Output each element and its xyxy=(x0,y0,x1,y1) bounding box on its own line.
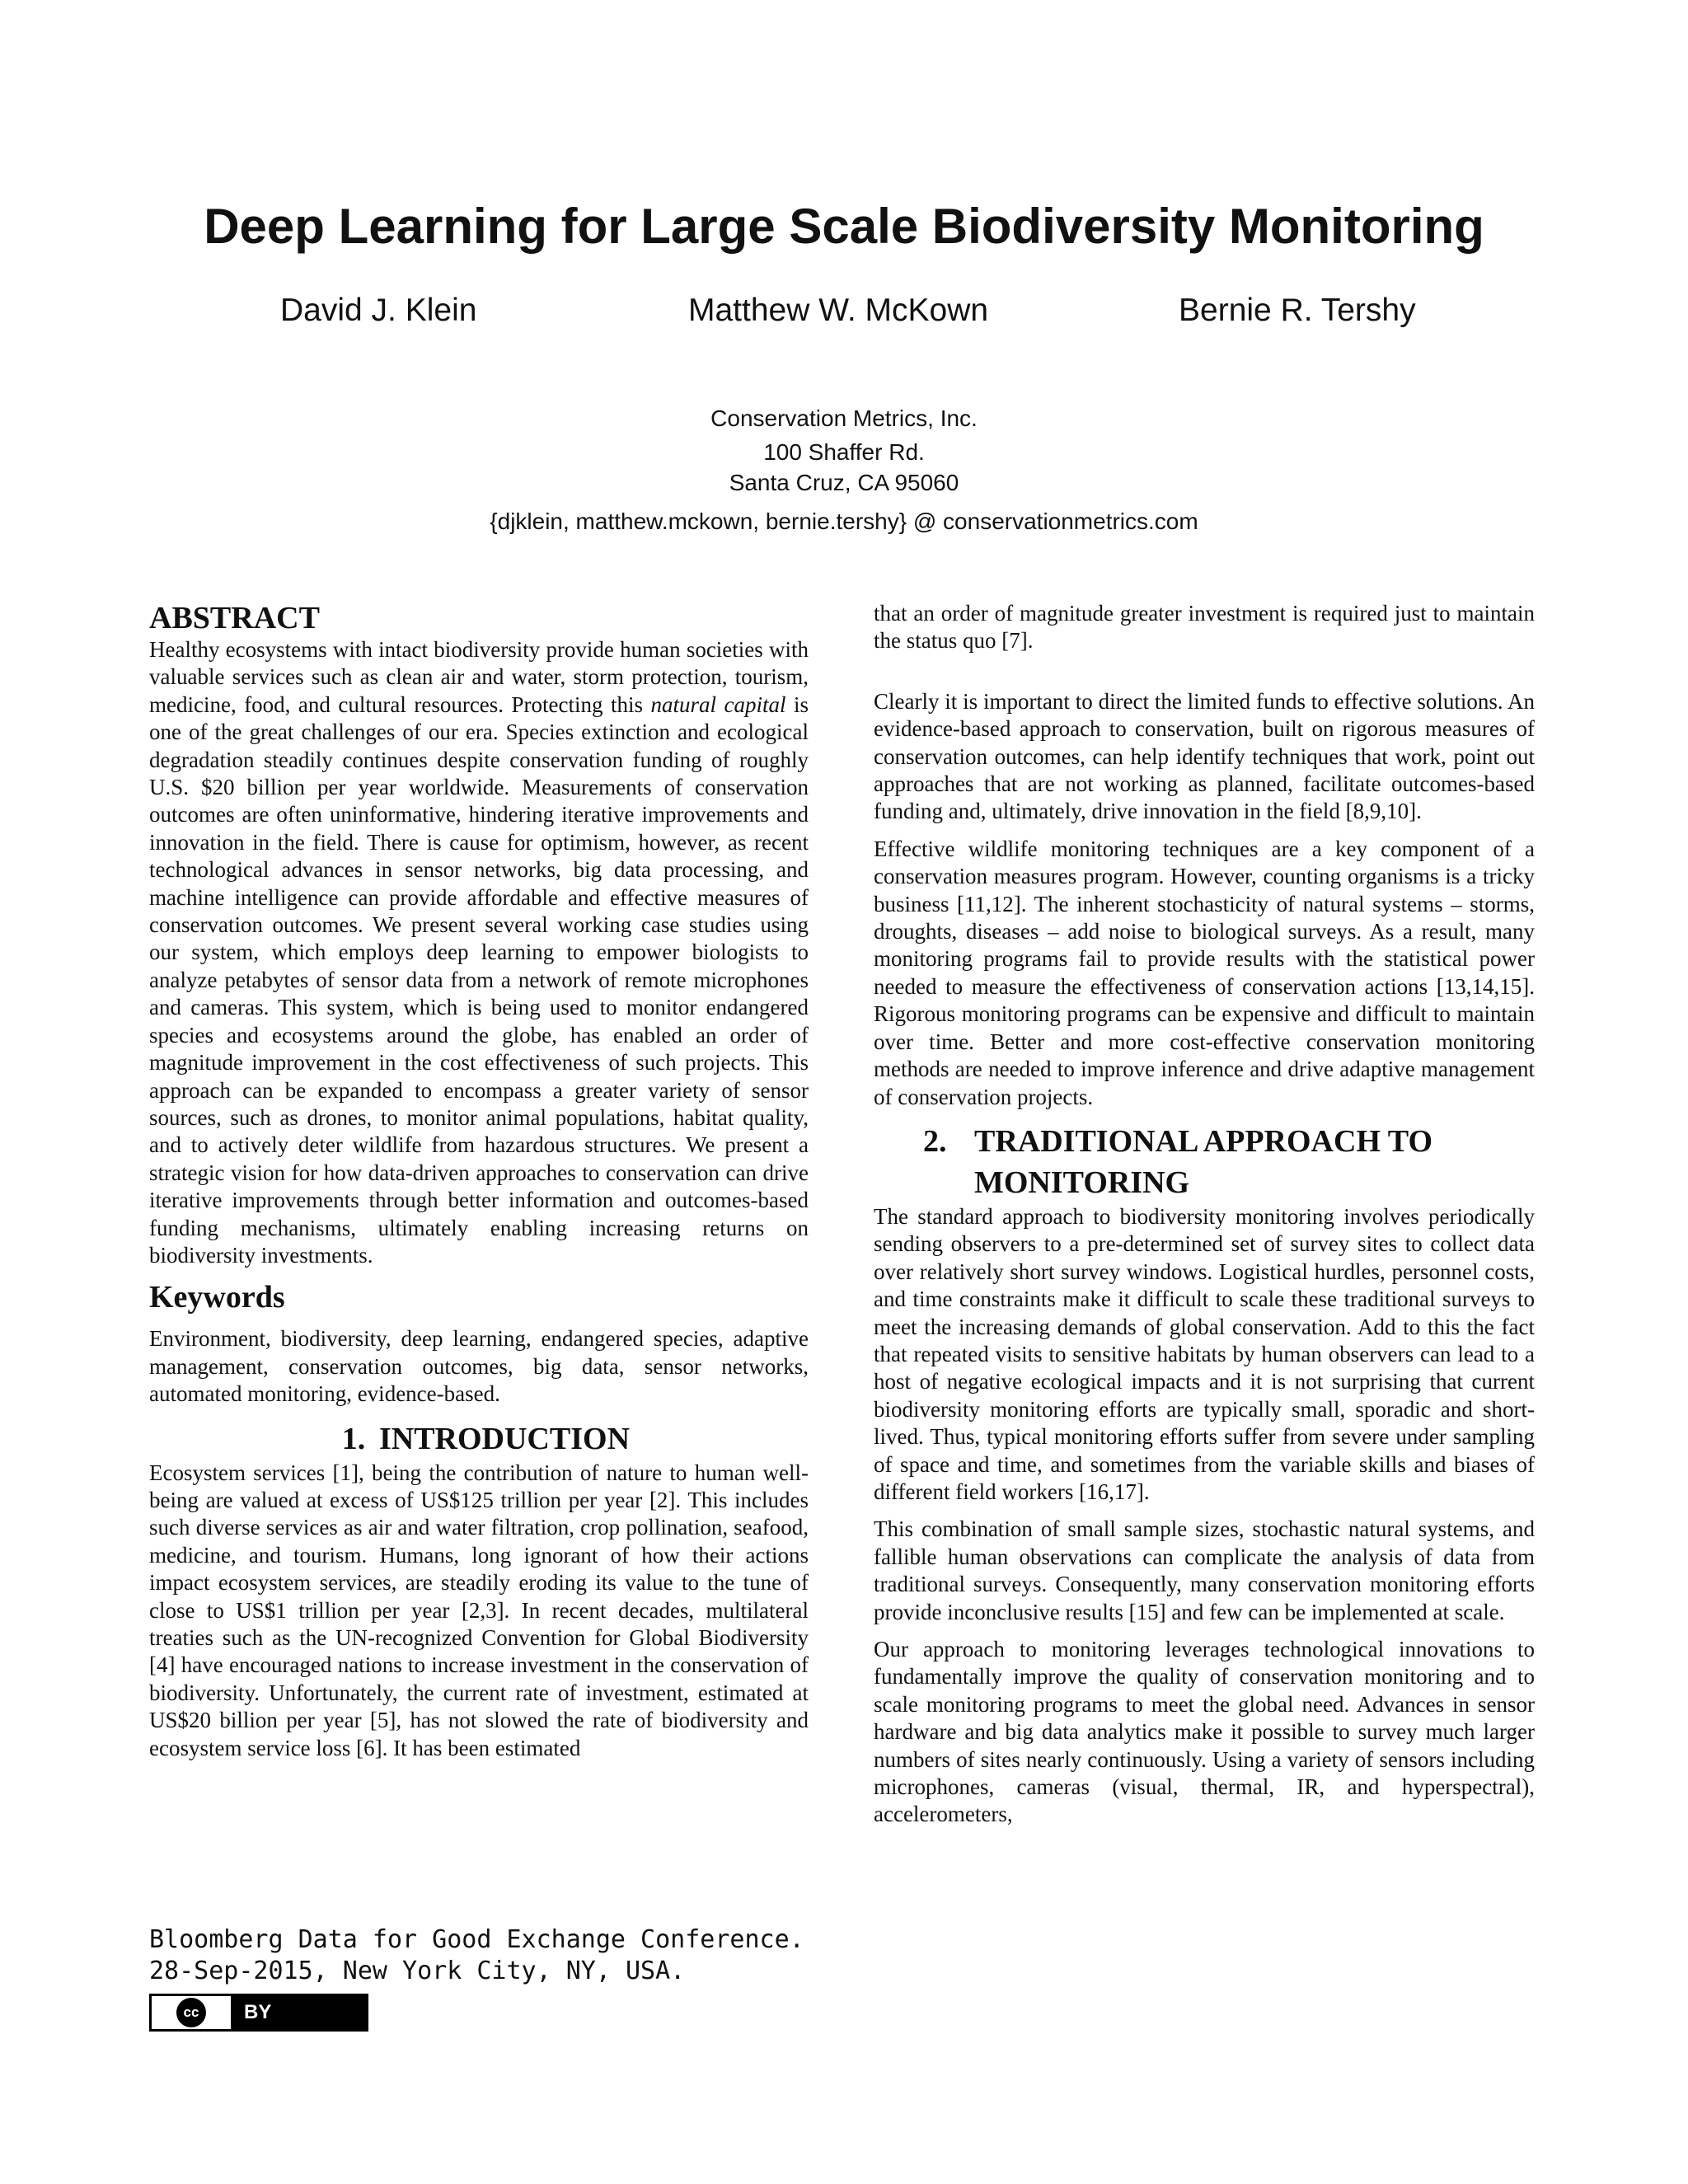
keywords-text: Environment, biodiversity, deep learning, endangered species, adaptive management, conservation outcomes, big data, sensor networks, automated monitoring, evidence-based. xyxy=(149,1326,809,1407)
section-heading-traditional-approach xyxy=(874,1121,1535,1203)
abstract-heading: ABSTRACT xyxy=(149,601,320,635)
traditional-paragraph: The standard approach to biodiversity monitoring involves periodically sending observers to a pre-determined set of survey sites to collect data over relatively short survey windows. Logistical hurdles, personnel costs, and time constraints make it difficult to scale these traditional surveys to meet the increasing demands of global conservation. Add to this the fact that repeated visits to sensitive habitats by human observers can lead to a host of negative ecological impacts and it is not surprising that current biodiversity monitoring efforts are typically small, sporadic and short-lived. Thus, typical monitoring efforts suffer from severe under sampling of space and time, and sometimes from the variable skills and biases of different field workers [16,17]. xyxy=(874,1203,1535,1504)
traditional-paragraph: This combination of small sample sizes, stochastic natural systems, and fallible human observations can complicate the analysis of data from traditional surveys. Consequently, many conservation monitoring efforts provide inconclusive results [15] and few can be implemented at scale. xyxy=(874,1516,1535,1624)
affiliation-street: 100 Shaffer Rd. xyxy=(763,439,925,465)
introduction-paragraph: Clearly it is important to direct the limited funds to effective solutions. An evidence-based approach to conservation, built on rigorous measures of conservation outcomes, can help identify techniques that work, point out approaches that are not working as planned, facilitate outcomes-based funding and, ultimately, drive innovation in the field [8,9,10]. xyxy=(874,688,1535,824)
conference-footer xyxy=(149,1924,804,1987)
conference-name: Bloomberg Data for Good Exchange Conference. xyxy=(149,1925,804,1954)
section-title: INTRODUCTION xyxy=(378,1421,631,1456)
author-name: David J. Klein xyxy=(280,293,477,328)
cc-icon-circle: cc xyxy=(176,1998,206,2027)
conference-date-location: 28-Sep-2015, New York City, NY, USA. xyxy=(149,1957,686,1985)
introduction-paragraph-continued: that an order of magnitude greater investment is required just to maintain the status quo [7]. xyxy=(874,601,1535,654)
cc-by-license-badge xyxy=(149,1994,368,2032)
keywords-heading: Keywords xyxy=(149,1280,285,1315)
abstract-text-part: is one of the great challenges of our era. Species extinction and ecological degradation steadily continues despite conservation funding of roughly U.S. $20 billion per year worldwide. Measurements of conservation outcomes are often uninformative, hindering iterative improvements and innovation in the field. There is cause for optimism, however, as recent technological advances in sensor networks, big data processing, and machine intelligence can provide affordable and effective measures of conservation outcomes. We present several working case studies using our system, which employs deep learning to empower biologists to analyze petabytes of sensor data from a network of remote microphones and cameras. This system, which is being used to monitor endangered species and ecosystems around the globe, has enabled an order of magnitude improvement in the cost effectiveness of such projects. This approach can be expanded to encompass a greater variety of sensor sources, such as drones, to monitor animal populations, habitat quality, and to actively deter wildlife from hazardous structures. We present a strategic vision for how data-driven approaches to conservation can drive iterative improvements through better information and outcomes-based funding mechanisms, ultimately enabling increasing returns on biodiversity investments. xyxy=(149,691,809,1268)
section-heading-line xyxy=(923,1121,1535,1162)
affiliation-city: Santa Cruz, CA 95060 xyxy=(729,470,959,495)
introduction-paragraph: Ecosystem services [1], being the contribution of nature to human well-being are valued at excess of US$125 trillion per year [2]. This includes such diverse services as air and water filtration, crop pollination, seafood, medicine, and tourism. Humans, long ignorant of how their actions impact ecosystem services, are steadily eroding its value to the tune of close to US$1 trillion per year [2,3]. In recent decades, multilateral treaties such as the UN-recognized Convention for Global Biodiversity [4] have encouraged nations to increase investment in the conservation of biodiversity. Unfortunately, the current rate of investment, estimated at US$20 billion per year [5], has not slowed the rate of biodiversity and ecosystem service loss [6]. It has been estimated xyxy=(149,1460,809,1760)
cc-icon xyxy=(152,1996,232,2029)
affiliation-organization: Conservation Metrics, Inc. xyxy=(710,405,978,431)
author-name: Matthew W. McKown xyxy=(688,293,989,328)
section-title: TRADITIONAL APPROACH TO xyxy=(974,1123,1433,1159)
section-heading-introduction xyxy=(149,1418,809,1460)
author-name: Bernie R. Tershy xyxy=(1179,293,1416,328)
abstract-emphasis: natural capital xyxy=(650,691,786,717)
section-number: 2. xyxy=(923,1123,947,1159)
abstract-text xyxy=(149,636,809,1269)
section-heading-line: MONITORING xyxy=(974,1165,1190,1200)
introduction-paragraph: Effective wildlife monitoring techniques are a key component of a conservation measures program. However, counting organisms is a tricky business [11,12]. The inherent stochasticity of natural systems – storms, droughts, diseases – add noise to biological surveys. As a result, many monitoring programs fail to provide results with the statistical power needed to measure the effectiveness of conservation actions [13,14,15]. Rigorous monitoring programs can be expensive and difficult to maintain over time. Better and more cost-effective conservation monitoring methods are needed to improve inference and drive adaptive management of conservation projects. xyxy=(874,836,1535,1109)
cc-by-label: BY xyxy=(244,2001,272,2023)
right-column xyxy=(874,600,1535,1829)
section-number: 1. xyxy=(341,1421,366,1456)
traditional-paragraph: Our approach to monitoring leverages technological innovations to fundamentally improve the quality of conservation monitoring and to scale monitoring programs to meet the global need. Advances in sensor hardware and big data analytics make it possible to survey much larger numbers of sites nearly continuously. Using a variety of sensors including microphones, cameras (visual, thermal, IR, and hyperspectral), accelerometers, xyxy=(874,1637,1535,1827)
left-column xyxy=(149,600,809,1762)
affiliation-emails: {djklein, matthew.mckown, bernie.tershy} @ conservationmetrics.com xyxy=(490,509,1198,534)
paper-title: Deep Learning for Large Scale Biodiversity Monitoring xyxy=(204,199,1484,254)
abstract-text-part: Healthy ecosystems with intact biodiversity provide human societies with valuable services such as clean air and water, storm protection, tourism, medicine, food, and cultural resources. Protecting this xyxy=(149,637,809,717)
